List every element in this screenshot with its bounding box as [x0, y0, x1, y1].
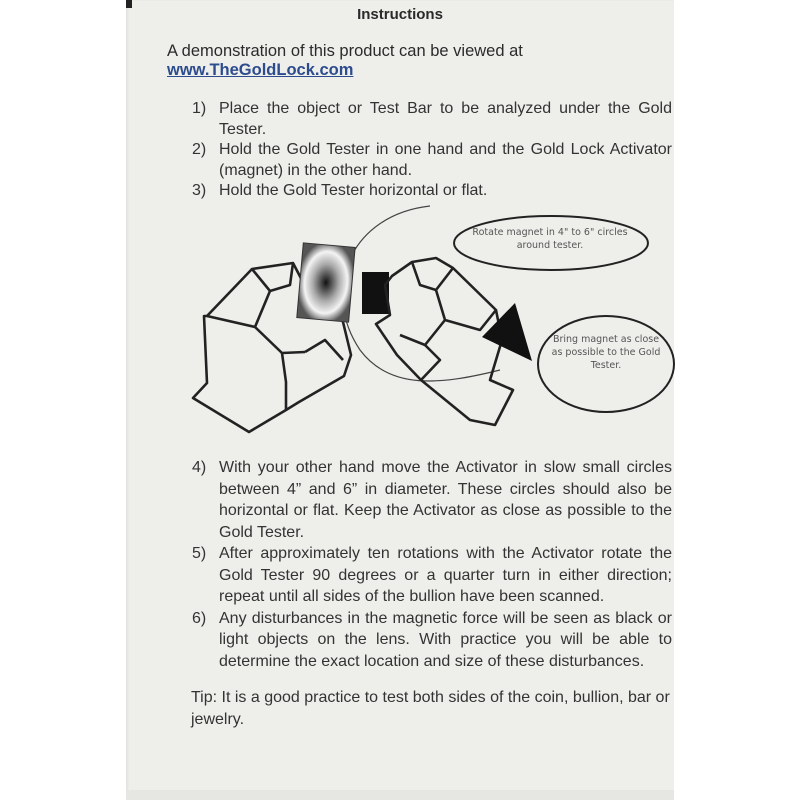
step-item: [192, 140, 672, 181]
triangle-pointer: [482, 303, 532, 361]
intro-text: A demonstration of this product can be viewed at: [167, 42, 523, 60]
step-number: 5): [192, 545, 207, 562]
page-title: Instructions: [357, 6, 443, 23]
step-number: 6): [192, 609, 207, 627]
gold-tester-lens: [297, 243, 355, 322]
website-link[interactable]: www.TheGoldLock.com: [167, 61, 354, 79]
step-item: [192, 99, 672, 140]
magnet-block: [362, 272, 389, 314]
step-text: Hold the Gold Tester horizontal or flat.: [219, 182, 488, 199]
callout-bring-text: Bring magnet as close as possible to the Gold Tester.: [551, 334, 661, 371]
step-item: [192, 608, 672, 673]
step-text: Place the object or Test Bar to be analyzed under the Gold Tester.: [219, 100, 672, 138]
steps-list-top: [192, 99, 672, 202]
step-number: 2): [192, 141, 207, 158]
step-text: After approximately ten rotations with the Activator rotate the Gold Tester 90 degrees or a quarter turn in either direction; repeat until all sides of the bullion have been scanned.: [219, 545, 672, 605]
step-text: With your other hand move the Activator in slow small circles between 4” and 6” in diameter. These circles should also be horizontal or flat. Keep the Activator as close as possible to the Gold Tester.: [219, 459, 672, 541]
step-number: 3): [192, 182, 207, 199]
tip-text: Tip: It is a good practice to test both sides of the coin, bullion, bar or jewelry.: [191, 689, 670, 728]
step-number: 4): [192, 459, 207, 476]
step-item: [192, 181, 672, 202]
step-item: [192, 457, 672, 543]
step-text: Hold the Gold Tester in one hand and the Gold Lock Activator (magnet) in the other hand.: [219, 141, 672, 179]
step-number: 1): [192, 100, 207, 117]
callout-rotate-text: Rotate magnet in 4" to 6" circles around tester.: [472, 227, 628, 251]
step-text: Any disturbances in the magnetic force will be seen as black or light objects on the lens. With practice you will be able to determine the exact location and size of these disturbances.: [219, 609, 672, 670]
step-item: [192, 543, 672, 608]
intro: [167, 42, 523, 80]
steps-list-bottom: [192, 457, 672, 672]
